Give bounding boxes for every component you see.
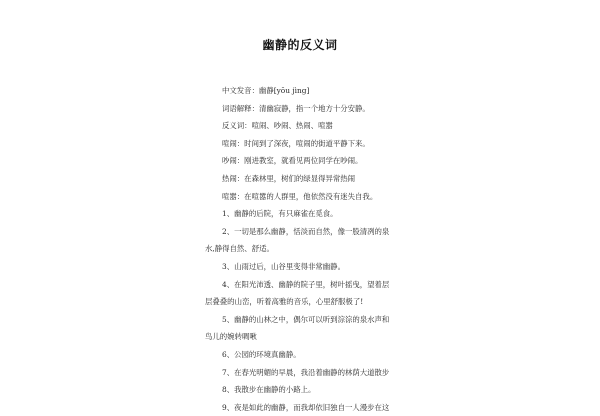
document-body	[205, 82, 400, 416]
text-line-antonym-example-2: 吵闹：刚进教室，就看见两位同学在吵闹。	[222, 156, 363, 166]
text-line-sentence-8: 8、我散步在幽静的小路上。	[222, 385, 316, 395]
text-line-sentence-4-cont: 层叠叠的山峦，听着高雅的音乐，心里舒服极了!	[205, 297, 364, 307]
text-line-sentence-5-cont: 鸟儿的婉转啁啾	[205, 332, 257, 342]
text-line-antonym-example-4: 喧嚣：在喧嚣的人群里，他依然没有迷失自我。	[222, 191, 378, 201]
text-line-sentence-5: 5、幽静的山林之中，偶尔可以听到淙淙的泉水声和	[222, 314, 390, 324]
document-title: 幽静的反义词	[262, 38, 338, 52]
text-line-sentence-2-cont: 水,静得自然、舒适。	[205, 244, 274, 254]
text-line-pronunciation: 中文发音：幽静[yōu jìng]	[222, 86, 310, 95]
text-line-antonym-example-1: 喧闹：时间到了深夜，喧闹的街道平静下来。	[222, 138, 370, 148]
text-line-antonyms: 反义词：喧闹、吵闹、热闹、喧嚣	[222, 121, 333, 131]
text-line-definition: 词语解释：清幽寂静，指一个地方十分安静。	[222, 103, 370, 113]
text-line-sentence-9: 9、夜是如此的幽静，而我却依旧独自一人漫步在这	[222, 402, 390, 412]
text-line-sentence-7: 7、在春光明媚的早晨，我沿着幽静的林荫大道散步	[222, 367, 390, 377]
text-line-sentence-1: 1、幽静的后院，有只麻雀在觅食。	[222, 209, 338, 219]
text-line-sentence-6: 6、公园的环境真幽静。	[222, 349, 301, 359]
text-line-antonym-example-3: 热闹：在森林里，树们的绿显得异常热闹	[222, 173, 356, 183]
text-line-sentence-4: 4、在阳光沛透、幽静的院子里，树叶摇曳，望着层	[222, 279, 390, 289]
text-line-sentence-2: 2、一切是那么幽静，恬淡而自然，像一股清冽的泉	[222, 226, 390, 236]
text-line-sentence-3: 3、山雨过后，山谷里变得非常幽静。	[222, 261, 345, 271]
